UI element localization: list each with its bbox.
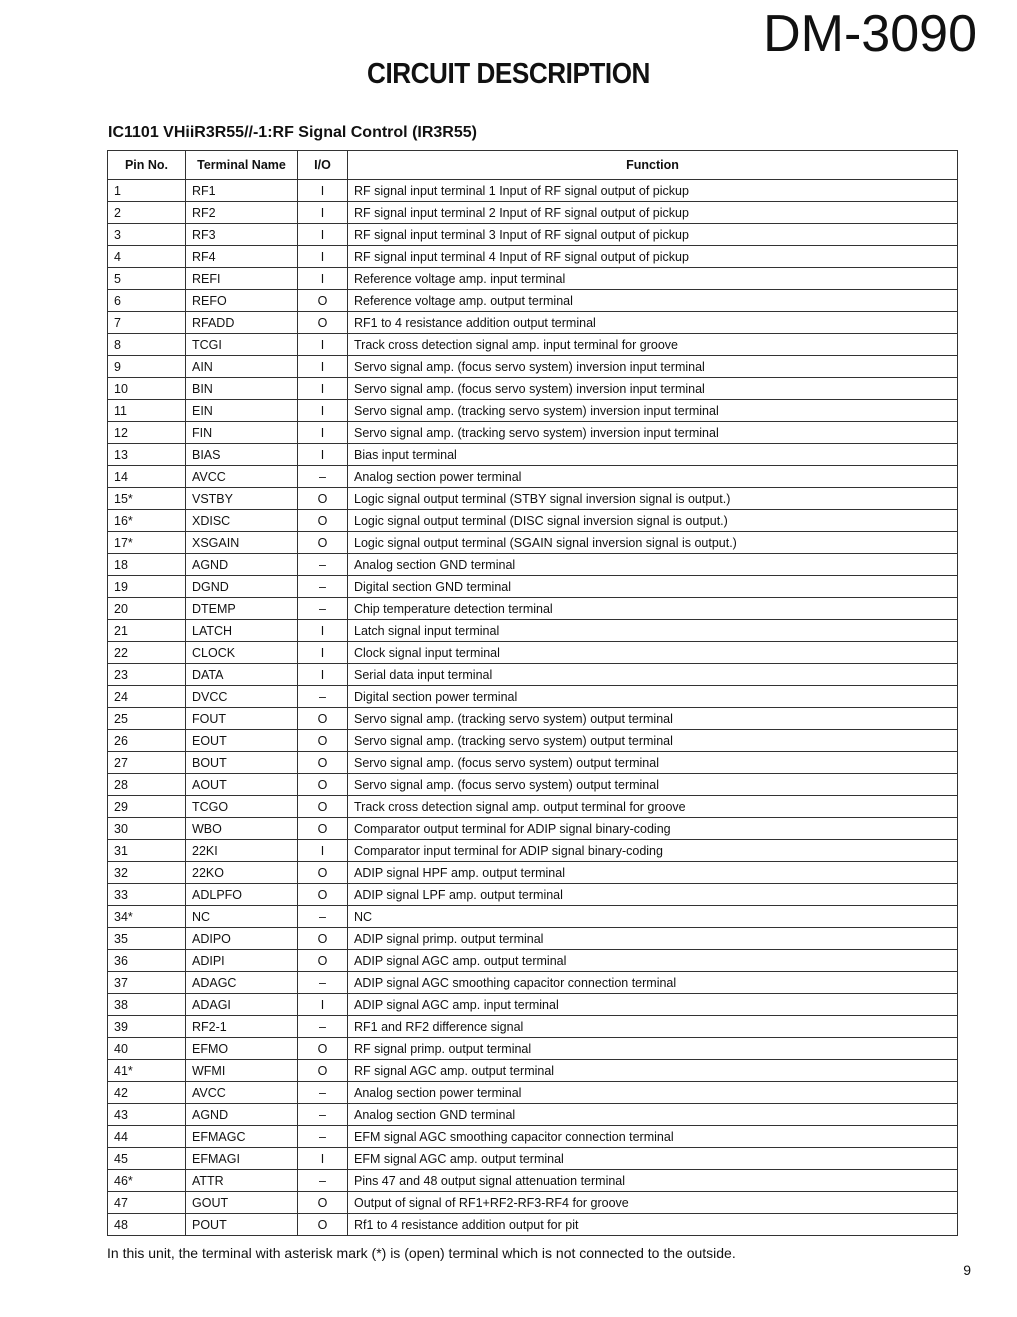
io-type: –: [298, 1082, 348, 1104]
pin-number: 4: [108, 246, 186, 268]
terminal-name: RF4: [186, 246, 298, 268]
pin-number: 38: [108, 994, 186, 1016]
io-type: O: [298, 774, 348, 796]
pin-number: 31: [108, 840, 186, 862]
function-text: Servo signal amp. (focus servo system) output terminal: [348, 752, 958, 774]
terminal-name: EIN: [186, 400, 298, 422]
io-type: O: [298, 1060, 348, 1082]
io-type: I: [298, 1148, 348, 1170]
function-text: Servo signal amp. (focus servo system) output terminal: [348, 774, 958, 796]
table-row: [108, 1016, 958, 1038]
io-type: –: [298, 1170, 348, 1192]
pin-number: 16*: [108, 510, 186, 532]
pin-number: 12: [108, 422, 186, 444]
function-text: Reference voltage amp. input terminal: [348, 268, 958, 290]
function-text: ADIP signal AGC amp. output terminal: [348, 950, 958, 972]
function-text: Chip temperature detection terminal: [348, 598, 958, 620]
function-text: Analog section power terminal: [348, 466, 958, 488]
function-text: Servo signal amp. (tracking servo system) inversion input terminal: [348, 400, 958, 422]
pin-number: 32: [108, 862, 186, 884]
pin-number: 10: [108, 378, 186, 400]
pin-number: 7: [108, 312, 186, 334]
table-row: [108, 620, 958, 642]
table-row: [108, 290, 958, 312]
table-row: [108, 356, 958, 378]
table-row: [108, 1126, 958, 1148]
terminal-name: WFMI: [186, 1060, 298, 1082]
function-text: Clock signal input terminal: [348, 642, 958, 664]
table-row: [108, 950, 958, 972]
table-row: [108, 422, 958, 444]
terminal-name: RF1: [186, 180, 298, 202]
table-row: [108, 576, 958, 598]
pin-number: 26: [108, 730, 186, 752]
pin-number: 35: [108, 928, 186, 950]
io-type: I: [298, 180, 348, 202]
io-type: O: [298, 884, 348, 906]
pin-number: 39: [108, 1016, 186, 1038]
function-text: RF signal input terminal 3 Input of RF signal output of pickup: [348, 224, 958, 246]
terminal-name: ADAGI: [186, 994, 298, 1016]
function-text: ADIP signal primp. output terminal: [348, 928, 958, 950]
function-text: Comparator output terminal for ADIP signal binary-coding: [348, 818, 958, 840]
function-text: Analog section GND terminal: [348, 1104, 958, 1126]
terminal-name: EFMAGI: [186, 1148, 298, 1170]
terminal-name: AOUT: [186, 774, 298, 796]
terminal-name: LATCH: [186, 620, 298, 642]
function-text: ADIP signal HPF amp. output terminal: [348, 862, 958, 884]
function-text: RF signal input terminal 1 Input of RF signal output of pickup: [348, 180, 958, 202]
terminal-name: BOUT: [186, 752, 298, 774]
terminal-name: AVCC: [186, 1082, 298, 1104]
terminal-name: REFI: [186, 268, 298, 290]
terminal-name: CLOCK: [186, 642, 298, 664]
table-row: [108, 686, 958, 708]
io-type: O: [298, 928, 348, 950]
table-row: [108, 466, 958, 488]
pin-number: 47: [108, 1192, 186, 1214]
function-text: Bias input terminal: [348, 444, 958, 466]
function-text: Logic signal output terminal (SGAIN signal inversion signal is output.): [348, 532, 958, 554]
function-text: Digital section power terminal: [348, 686, 958, 708]
io-type: I: [298, 202, 348, 224]
io-type: I: [298, 444, 348, 466]
terminal-name: AVCC: [186, 466, 298, 488]
io-type: I: [298, 246, 348, 268]
table-row: [108, 1170, 958, 1192]
table-row: [108, 1104, 958, 1126]
terminal-name: EFMAGC: [186, 1126, 298, 1148]
pin-number: 45: [108, 1148, 186, 1170]
table-row: [108, 818, 958, 840]
table-row: [108, 598, 958, 620]
table-row: [108, 884, 958, 906]
table-row: [108, 1038, 958, 1060]
pin-number: 46*: [108, 1170, 186, 1192]
terminal-name: DTEMP: [186, 598, 298, 620]
function-text: ADIP signal AGC amp. input terminal: [348, 994, 958, 1016]
table-row: [108, 1214, 958, 1236]
io-type: I: [298, 334, 348, 356]
terminal-name: ADAGC: [186, 972, 298, 994]
table-row: [108, 664, 958, 686]
io-type: I: [298, 400, 348, 422]
terminal-name: POUT: [186, 1214, 298, 1236]
io-type: O: [298, 730, 348, 752]
io-type: –: [298, 576, 348, 598]
pin-number: 2: [108, 202, 186, 224]
pin-number: 42: [108, 1082, 186, 1104]
function-text: RF signal input terminal 4 Input of RF signal output of pickup: [348, 246, 958, 268]
terminal-name: WBO: [186, 818, 298, 840]
io-type: O: [298, 1214, 348, 1236]
io-type: O: [298, 290, 348, 312]
terminal-name: NC: [186, 906, 298, 928]
terminal-name: RF2: [186, 202, 298, 224]
pin-number: 41*: [108, 1060, 186, 1082]
io-type: O: [298, 312, 348, 334]
terminal-name: FOUT: [186, 708, 298, 730]
pin-number: 13: [108, 444, 186, 466]
function-text: Output of signal of RF1+RF2-RF3-RF4 for groove: [348, 1192, 958, 1214]
terminal-name: AIN: [186, 356, 298, 378]
model-number: DM-3090: [763, 5, 977, 63]
terminal-name: TCGO: [186, 796, 298, 818]
table-row: [108, 488, 958, 510]
terminal-name: RF2-1: [186, 1016, 298, 1038]
io-type: O: [298, 510, 348, 532]
terminal-name: BIN: [186, 378, 298, 400]
table-row: [108, 642, 958, 664]
terminal-name: GOUT: [186, 1192, 298, 1214]
table-row: [108, 774, 958, 796]
table-row: [108, 510, 958, 532]
pin-number: 15*: [108, 488, 186, 510]
pin-number: 29: [108, 796, 186, 818]
table-row: [108, 312, 958, 334]
pin-number: 27: [108, 752, 186, 774]
header-pin-no: Pin No.: [108, 151, 186, 180]
io-type: O: [298, 862, 348, 884]
function-text: Track cross detection signal amp. output terminal for groove: [348, 796, 958, 818]
table-header-row: [108, 151, 958, 180]
pin-number: 3: [108, 224, 186, 246]
pin-number: 36: [108, 950, 186, 972]
function-text: RF1 to 4 resistance addition output terminal: [348, 312, 958, 334]
pin-number: 22: [108, 642, 186, 664]
terminal-name: DGND: [186, 576, 298, 598]
table-row: [108, 994, 958, 1016]
table-body: [108, 180, 958, 1236]
function-text: Reference voltage amp. output terminal: [348, 290, 958, 312]
function-text: RF1 and RF2 difference signal: [348, 1016, 958, 1038]
terminal-name: REFO: [186, 290, 298, 312]
table-row: [108, 180, 958, 202]
io-type: O: [298, 1192, 348, 1214]
table-row: [108, 400, 958, 422]
function-text: Latch signal input terminal: [348, 620, 958, 642]
terminal-name: XDISC: [186, 510, 298, 532]
table-row: [108, 224, 958, 246]
table-row: [108, 444, 958, 466]
terminal-name: 22KI: [186, 840, 298, 862]
table-row: [108, 796, 958, 818]
header-io: I/O: [298, 151, 348, 180]
io-type: O: [298, 796, 348, 818]
io-type: I: [298, 224, 348, 246]
pin-number: 5: [108, 268, 186, 290]
pin-number: 25: [108, 708, 186, 730]
terminal-name: VSTBY: [186, 488, 298, 510]
terminal-name: EFMO: [186, 1038, 298, 1060]
function-text: Servo signal amp. (tracking servo system) output terminal: [348, 708, 958, 730]
table-row: [108, 378, 958, 400]
pin-number: 21: [108, 620, 186, 642]
function-text: Pins 47 and 48 output signal attenuation terminal: [348, 1170, 958, 1192]
function-text: Digital section GND terminal: [348, 576, 958, 598]
function-text: Servo signal amp. (tracking servo system) inversion input terminal: [348, 422, 958, 444]
table-row: [108, 532, 958, 554]
section-title: IC1101 VHiiR3R55//-1:RF Signal Control (IR3R55): [108, 124, 477, 141]
terminal-name: RF3: [186, 224, 298, 246]
terminal-name: ADLPFO: [186, 884, 298, 906]
table-row: [108, 1082, 958, 1104]
function-text: Comparator input terminal for ADIP signal binary-coding: [348, 840, 958, 862]
io-type: I: [298, 620, 348, 642]
pin-number: 1: [108, 180, 186, 202]
function-text: EFM signal AGC amp. output terminal: [348, 1148, 958, 1170]
io-type: –: [298, 686, 348, 708]
pin-number: 20: [108, 598, 186, 620]
io-type: O: [298, 818, 348, 840]
terminal-name: DATA: [186, 664, 298, 686]
terminal-name: AGND: [186, 554, 298, 576]
io-type: –: [298, 972, 348, 994]
function-text: Servo signal amp. (focus servo system) inversion input terminal: [348, 378, 958, 400]
pin-number: 8: [108, 334, 186, 356]
function-text: RF signal AGC amp. output terminal: [348, 1060, 958, 1082]
io-type: O: [298, 950, 348, 972]
io-type: –: [298, 598, 348, 620]
io-type: –: [298, 554, 348, 576]
io-type: O: [298, 1038, 348, 1060]
terminal-name: DVCC: [186, 686, 298, 708]
terminal-name: RFADD: [186, 312, 298, 334]
io-type: I: [298, 268, 348, 290]
table-row: [108, 862, 958, 884]
io-type: O: [298, 488, 348, 510]
terminal-name: 22KO: [186, 862, 298, 884]
function-text: Track cross detection signal amp. input terminal for groove: [348, 334, 958, 356]
pin-number: 34*: [108, 906, 186, 928]
function-text: RF signal input terminal 2 Input of RF signal output of pickup: [348, 202, 958, 224]
io-type: I: [298, 378, 348, 400]
table-row: [108, 1192, 958, 1214]
function-text: Servo signal amp. (tracking servo system) output terminal: [348, 730, 958, 752]
io-type: I: [298, 422, 348, 444]
table-row: [108, 928, 958, 950]
function-text: Serial data input terminal: [348, 664, 958, 686]
table-row: [108, 246, 958, 268]
pin-number: 6: [108, 290, 186, 312]
io-type: –: [298, 1016, 348, 1038]
pin-number: 40: [108, 1038, 186, 1060]
function-text: Analog section power terminal: [348, 1082, 958, 1104]
table-row: [108, 730, 958, 752]
pin-number: 17*: [108, 532, 186, 554]
pin-number: 44: [108, 1126, 186, 1148]
function-text: Servo signal amp. (focus servo system) inversion input terminal: [348, 356, 958, 378]
header-terminal-name: Terminal Name: [186, 151, 298, 180]
io-type: I: [298, 642, 348, 664]
pin-number: 33: [108, 884, 186, 906]
terminal-name: ADIPO: [186, 928, 298, 950]
terminal-name: TCGI: [186, 334, 298, 356]
function-text: Logic signal output terminal (DISC signal inversion signal is output.): [348, 510, 958, 532]
function-text: ADIP signal AGC smoothing capacitor connection terminal: [348, 972, 958, 994]
function-text: Rf1 to 4 resistance addition output for pit: [348, 1214, 958, 1236]
table-row: [108, 554, 958, 576]
footnote: In this unit, the terminal with asterisk mark (*) is (open) terminal which is not connected to the outside.: [107, 1245, 736, 1261]
terminal-name: FIN: [186, 422, 298, 444]
io-type: –: [298, 906, 348, 928]
function-text: Analog section GND terminal: [348, 554, 958, 576]
pin-function-table: [107, 150, 958, 1236]
table-row: [108, 752, 958, 774]
pin-number: 43: [108, 1104, 186, 1126]
io-type: I: [298, 840, 348, 862]
io-type: –: [298, 1126, 348, 1148]
pin-number: 19: [108, 576, 186, 598]
function-text: RF signal primp. output terminal: [348, 1038, 958, 1060]
table-row: [108, 906, 958, 928]
io-type: O: [298, 708, 348, 730]
terminal-name: BIAS: [186, 444, 298, 466]
pin-number: 24: [108, 686, 186, 708]
table-row: [108, 972, 958, 994]
pin-number: 30: [108, 818, 186, 840]
pin-number: 11: [108, 400, 186, 422]
table-row: [108, 268, 958, 290]
table-row: [108, 334, 958, 356]
function-text: ADIP signal LPF amp. output terminal: [348, 884, 958, 906]
io-type: O: [298, 752, 348, 774]
header-function: Function: [348, 151, 958, 180]
io-type: I: [298, 994, 348, 1016]
pin-number: 28: [108, 774, 186, 796]
function-text: EFM signal AGC smoothing capacitor connection terminal: [348, 1126, 958, 1148]
terminal-name: XSGAIN: [186, 532, 298, 554]
pin-number: 23: [108, 664, 186, 686]
terminal-name: ADIPI: [186, 950, 298, 972]
function-text: Logic signal output terminal (STBY signal inversion signal is output.): [348, 488, 958, 510]
table-row: [108, 708, 958, 730]
table-row: [108, 1060, 958, 1082]
io-type: O: [298, 532, 348, 554]
table-row: [108, 1148, 958, 1170]
pin-number: 37: [108, 972, 186, 994]
pin-number: 18: [108, 554, 186, 576]
page-title: CIRCUIT DESCRIPTION: [367, 58, 650, 90]
pin-number: 14: [108, 466, 186, 488]
table-row: [108, 202, 958, 224]
io-type: –: [298, 1104, 348, 1126]
io-type: I: [298, 664, 348, 686]
terminal-name: AGND: [186, 1104, 298, 1126]
pin-number: 48: [108, 1214, 186, 1236]
page-number: 9: [963, 1262, 971, 1278]
function-text: NC: [348, 906, 958, 928]
terminal-name: EOUT: [186, 730, 298, 752]
terminal-name: ATTR: [186, 1170, 298, 1192]
table-row: [108, 840, 958, 862]
pin-number: 9: [108, 356, 186, 378]
io-type: –: [298, 466, 348, 488]
io-type: I: [298, 356, 348, 378]
